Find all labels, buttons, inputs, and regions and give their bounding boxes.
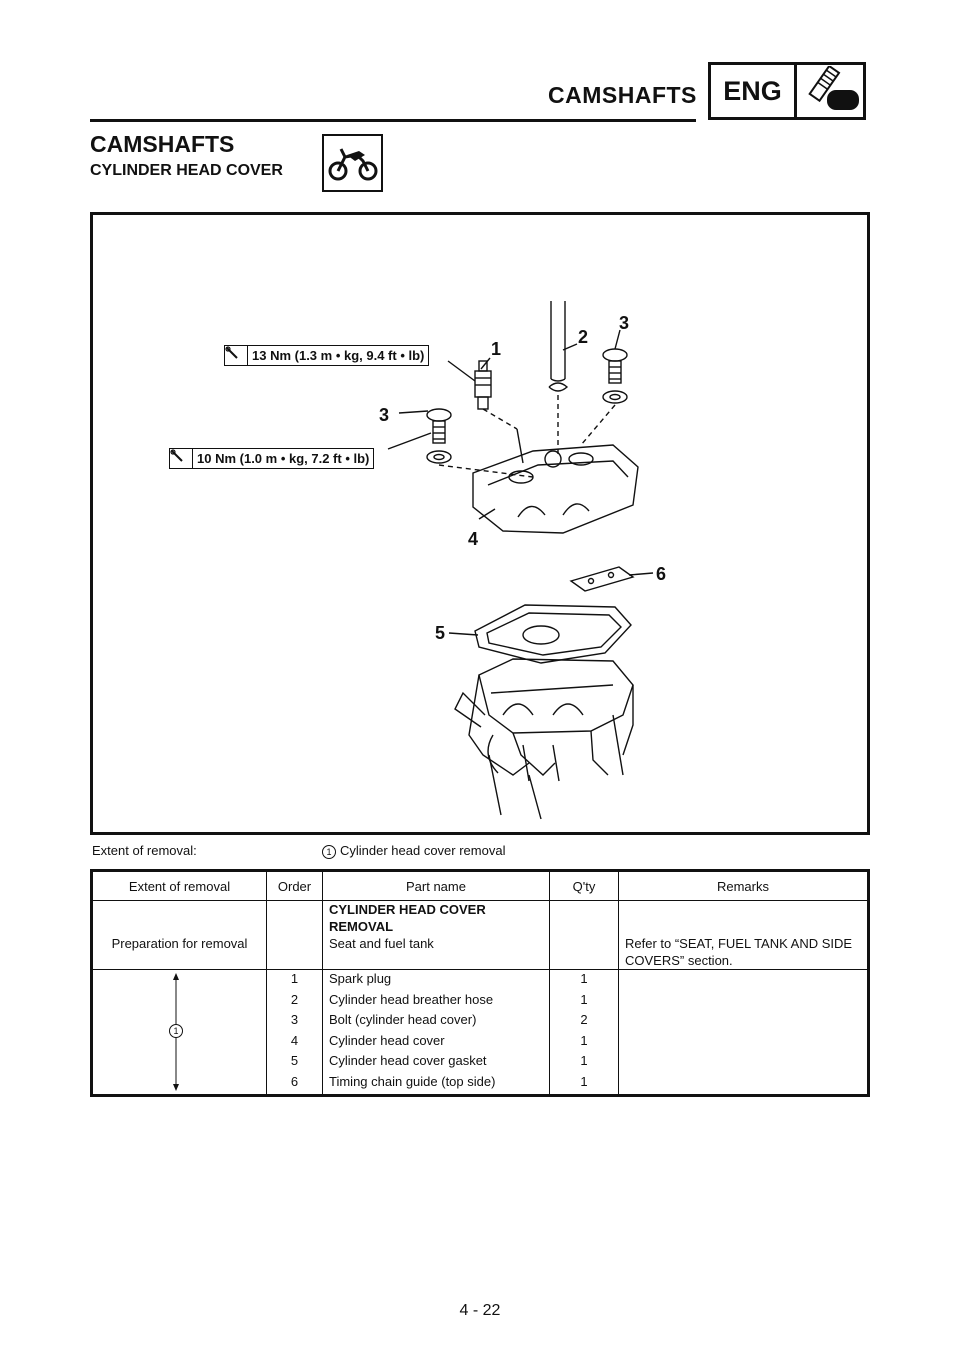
exploded-view-drawing [93,215,867,832]
torque-wrench-icon [170,449,193,468]
prep-remarks-line1: Refer to “SEAT, FUEL TANK AND SIDE [625,936,853,951]
section-heading-line1: CYLINDER HEAD COVER [329,902,486,917]
section-tab-label: ENG [711,65,797,117]
torque-value-1: 13 Nm (1.3 m • kg, 9.4 ft • lb) [252,348,425,363]
header-section-title: CAMSHAFTS [548,82,697,108]
row-order: 4 [267,1032,323,1053]
table-row [92,970,869,991]
dirt-bike-icon [322,134,383,192]
row-part: Spark plug [323,970,550,991]
bracket-marker: 1 [169,1024,183,1038]
row-qty: 1 [550,1073,619,1095]
callout-4: 4 [468,529,479,549]
row-order: 5 [267,1052,323,1073]
row-qty: 2 [550,1011,619,1032]
col-header-qty: Q'ty [550,871,619,901]
col-header-order: Order [267,871,323,901]
col-header-extent: Extent of removal [92,871,267,901]
torque-wrench-icon [225,346,248,365]
callout-2: 2 [578,327,589,347]
row-qty: 1 [550,1052,619,1073]
col-header-remarks: Remarks [619,871,869,901]
section-heading-line2: REMOVAL [329,919,394,934]
row-qty: 1 [550,991,619,1012]
removal-table [90,869,870,1097]
col-header-part: Part name [323,871,550,901]
row-part: Timing chain guide (top side) [323,1073,550,1095]
extent-bracket-cell [92,970,267,1096]
callout-3-right: 3 [619,313,630,333]
extent-description [322,843,505,859]
row-qty: 1 [550,1032,619,1053]
section-tab [708,62,866,120]
row-order: 3 [267,1011,323,1032]
row-qty: 1 [550,970,619,991]
row-part: Cylinder head breather hose [323,991,550,1012]
extent-marker: 1 [322,845,336,859]
row-order: 1 [267,970,323,991]
torque-value-2: 10 Nm (1.0 m • kg, 7.2 ft • lb) [197,451,370,466]
extent-label: Extent of removal: [92,843,197,858]
row-order: 6 [267,1073,323,1095]
row-part: Cylinder head cover gasket [323,1052,550,1073]
callout-3-left: 3 [379,405,390,425]
prep-label: Preparation for removal [92,935,267,970]
page-subtitle: CYLINDER HEAD COVER [90,162,283,179]
table-row-section [92,901,869,936]
row-order: 2 [267,991,323,1012]
extent-text: Cylinder head cover removal [340,843,506,858]
page-number: 4 - 22 [459,1302,501,1319]
engine-wrench-icon [797,65,863,117]
row-part: Bolt (cylinder head cover) [323,1011,550,1032]
header-rule [90,119,696,122]
row-part: Cylinder head cover [323,1032,550,1053]
page-title: CAMSHAFTS [90,131,235,157]
torque-spec-cover-bolt [169,448,374,469]
torque-spec-spark-plug [224,345,429,366]
callout-5: 5 [435,623,446,643]
callout-1: 1 [491,339,502,359]
prep-part: Seat and fuel tank [323,935,550,970]
callout-6: 6 [656,564,667,584]
table-row-preparation [92,935,869,970]
prep-remarks-line2: COVERS” section. [625,953,733,968]
table-header-row [92,871,869,901]
exploded-view-figure [90,212,870,835]
